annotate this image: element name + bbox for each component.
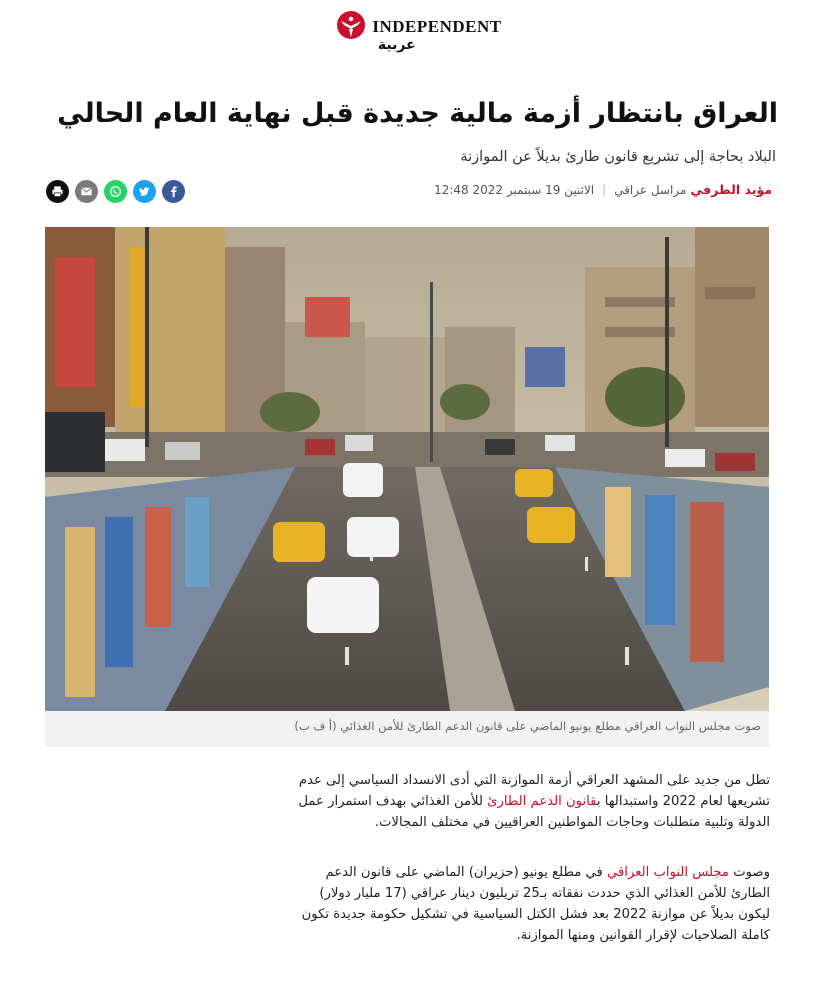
logo-wordmark: INDEPENDENT [372, 17, 502, 36]
print-button[interactable] [46, 180, 69, 203]
whatsapp-icon [109, 185, 122, 198]
article-subheadline: البلاد بحاجة إلى تشريع قانون طارئ بديلاً عن الموازنة [460, 149, 776, 165]
publish-date: الاثنين 19 سبتمبر 2022 12:48 [434, 182, 595, 197]
image-caption-bar [45, 711, 769, 747]
site-logo[interactable] [0, 8, 838, 60]
article-paragraph [290, 770, 770, 833]
facebook-share-button[interactable] [162, 180, 185, 203]
author-link[interactable]: مؤيد الطرفي [690, 182, 772, 197]
image-caption: صوت مجلس النواب العراقي مطلع يونيو الماضي على قانون الدعم الطارئ للأمن الغذائي (أ ف ب) [294, 719, 761, 733]
email-share-button[interactable] [75, 180, 98, 203]
share-bar [46, 180, 185, 203]
paragraph-text: في مطلع يونيو (حزيران) الماضي على قانون الدعم الطارئ للأمن الغذائي الذي حددت نفقاته بـ25 تريليون دينار عراقي (17 مليار دولار) ليكون بديلاً عن موازنة 2022 بعد فشل الكتل السياسية في تشكيل حكومة جديدة تكون كاملة الصلاحيات لإقرار القوانين ومنها الموازنة. [301, 865, 770, 943]
street-scene-illustration [45, 227, 769, 711]
facebook-icon [167, 185, 180, 198]
emergency-law-link[interactable]: قانون الدعم الطارئ [487, 794, 597, 809]
email-icon [80, 185, 93, 198]
article-hero-image [45, 227, 769, 711]
paragraph-text: وصوت [729, 865, 770, 880]
paragraph-text: للأمن الغذائي بهدف استمرار عمل الدولة وتلبية متطلبات وحاجات المواطنين العراقيين في مختلف المجالات. [298, 794, 770, 830]
whatsapp-share-button[interactable] [104, 180, 127, 203]
paragraph-text: تطل من جديد على المشهد العراقي أزمة الموازنة التي أدى الانسداد السياسي إلى عدم تشريعها لعام 2022 واستبدالها ب [298, 773, 770, 809]
article-headline: العراق بانتظار أزمة مالية جديدة قبل نهاية العام الحالي [57, 98, 778, 129]
author-role: مراسل عراقي [614, 182, 687, 197]
twitter-share-button[interactable] [133, 180, 156, 203]
article-paragraph [290, 862, 770, 946]
print-icon [51, 185, 64, 198]
twitter-icon [138, 185, 151, 198]
byline-divider: | [602, 182, 607, 197]
article-byline [434, 182, 772, 197]
eagle-logo-icon [336, 10, 366, 42]
parliament-link[interactable]: مجلس النواب العراقي [607, 865, 729, 880]
logo-arabic: عربية [377, 37, 416, 53]
